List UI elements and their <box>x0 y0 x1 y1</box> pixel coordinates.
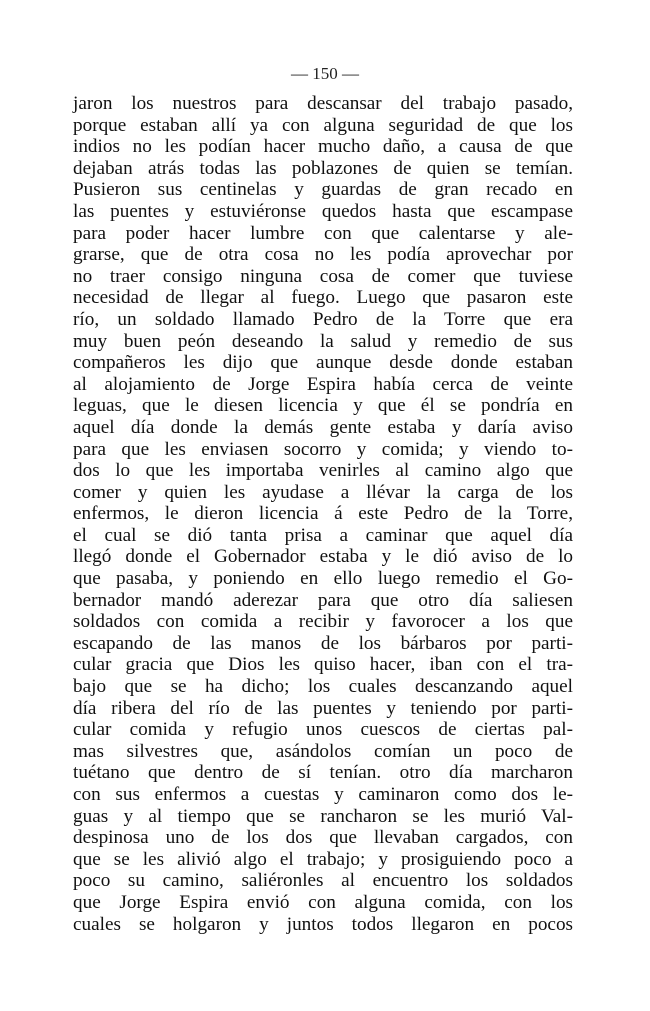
text-line: Pusieron sus centinelas y guardas de gran recado en <box>73 179 573 201</box>
text-line: que Jorge Espira envió con alguna comida, con los <box>73 891 573 913</box>
text-line: con sus enfermos a cuestas y caminaron como dos le- <box>73 784 573 805</box>
page-number: — 150 — <box>291 64 359 83</box>
text-line: para poder hacer lumbre con que calentarse y ale- <box>73 222 573 244</box>
text-line: guas y al tiempo que se rancharon se les murió Val- <box>73 805 573 827</box>
text-line: despinosa uno de los dos que llevaban cargados, con <box>73 827 573 849</box>
body-text <box>73 93 573 935</box>
text-line: necesidad de llegar al fuego. Luego que pasaron este <box>73 287 573 309</box>
text-line: jaron los nuestros para descansar del trabajo pasado, <box>73 93 573 114</box>
text-line: enfermos, le dieron licencia á este Pedro de la Torre, <box>73 503 573 525</box>
text-line: para que les enviasen socorro y comida; y viendo to- <box>73 438 573 460</box>
text-line: leguas, que le diesen licencia y que él se pondría en <box>73 395 573 417</box>
text-line: dos lo que les importaba venirles al camino algo que <box>73 460 573 482</box>
text-line: comer y quien les ayudase a llévar la carga de los <box>73 481 573 503</box>
text-line: cular gracia que Dios les quiso hacer, iban con el tra- <box>73 654 573 676</box>
text-line: cuales se holgaron y juntos todos llegaron en pocos <box>73 913 573 935</box>
text-line: bernador mandó aderezar para que otro día saliesen <box>73 589 573 611</box>
text-line: río, un soldado llamado Pedro de la Torre que era <box>73 308 573 330</box>
text-line: que se les alivió algo el trabajo; y prosiguiendo poco a <box>73 848 573 870</box>
text-line: indios no les podían hacer mucho daño, a causa de que <box>73 136 573 158</box>
text-line: día ribera del río de las puentes y teniendo por parti- <box>73 697 573 719</box>
text-line: dejaban atrás todas las poblazones de quien se temían. <box>73 157 573 179</box>
text-line: escapando de las manos de los bárbaros por parti- <box>73 632 573 654</box>
text-line: porque estaban allí ya con alguna seguridad de que los <box>73 114 573 136</box>
text-line: el cual se dió tanta prisa a caminar que aquel día <box>73 524 573 546</box>
text-line: aquel día donde la demás gente estaba y daría aviso <box>73 416 573 438</box>
text-line: grarse, que de otra cosa no les podía aprovechar por <box>73 244 573 266</box>
text-line: llegó donde el Gobernador estaba y le dió aviso de lo <box>73 546 573 568</box>
text-line: al alojamiento de Jorge Espira había cerca de veinte <box>73 373 573 395</box>
text-line: bajo que se ha dicho; los cuales descanzando aquel <box>73 676 573 698</box>
text-line: tuétano que dentro de sí tenían. otro día marcharon <box>73 762 573 784</box>
text-line: no traer consigo ninguna cosa de comer que tuviese <box>73 265 573 287</box>
text-line: poco su camino, saliéronles al encuentro los soldados <box>73 870 573 892</box>
text-line: cular comida y refugio unos cuescos de ciertas pal- <box>73 719 573 741</box>
text-line: compañeros les dijo que aunque desde donde estaban <box>73 352 573 374</box>
text-line: mas silvestres que, asándolos comían un poco de <box>73 740 573 762</box>
text-line: las puentes y estuviéronse quedos hasta que escampase <box>73 200 573 222</box>
text-line: que pasaba, y poniendo en ello luego remedio el Go- <box>73 568 573 590</box>
text-line: soldados con comida a recibir y favorocer a los que <box>73 611 573 633</box>
text-line: muy buen peón deseando la salud y remedio de sus <box>73 330 573 352</box>
